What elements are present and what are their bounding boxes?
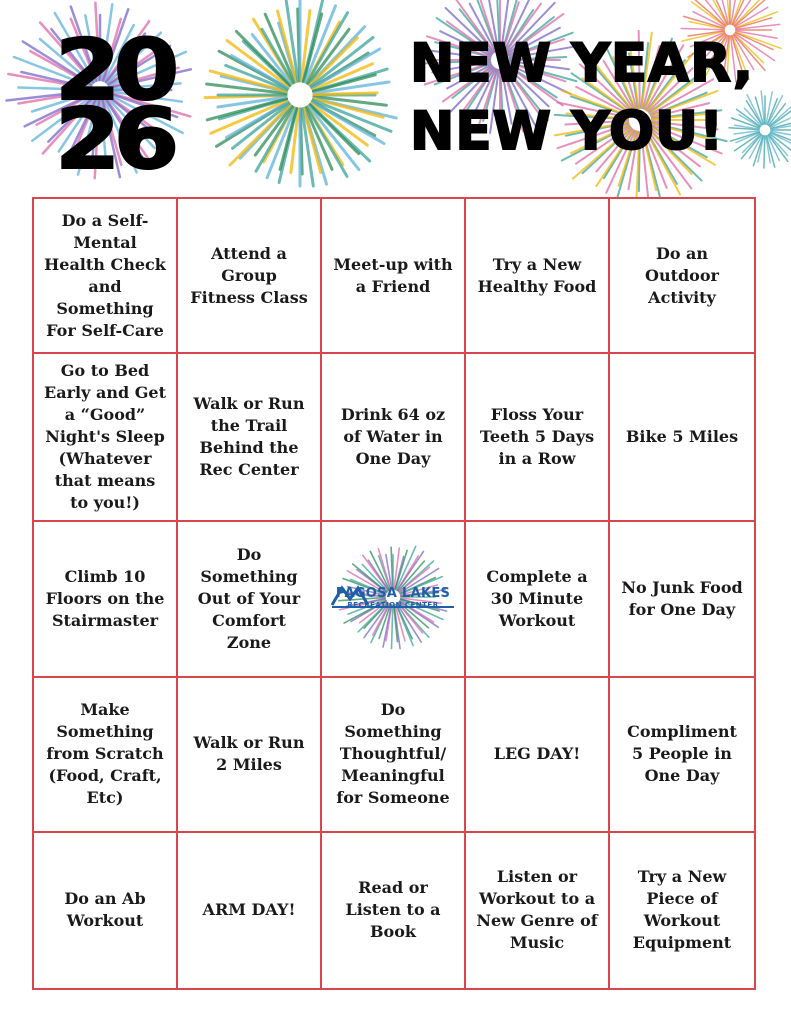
year-line-1: 20	[55, 21, 173, 119]
bingo-cell: ARM DAY!	[178, 833, 322, 988]
firework-ray	[764, 136, 765, 168]
headline-line-1: NEW YEAR,	[410, 33, 755, 94]
bingo-cell: Drink 64 oz of Water in One Day	[322, 354, 466, 522]
firework-burst	[205, 0, 396, 186]
firework-burst	[729, 91, 791, 168]
bingo-cell: Floss Your Teeth 5 Days in a Row	[466, 354, 610, 522]
logo-name: PAGOSA LAKES	[335, 585, 451, 601]
bingo-cell: Try a New Piece of Workout Equipment	[632, 867, 732, 953]
bingo-cell: LEG DAY!	[466, 678, 610, 833]
bingo-cell: Read or Listen to a Book	[322, 833, 466, 988]
bingo-cell: Complete a 30 Minute Workout	[466, 522, 610, 677]
headline-line-2: NEW YOU!	[410, 101, 725, 162]
year-line-2: 26	[55, 90, 173, 188]
bingo-cell: Attend a Group Fitness Class	[178, 199, 322, 354]
free-space-logo	[322, 522, 466, 677]
bingo-cell: Do Something Thoughtful/ Meaningful for Someone	[322, 678, 466, 833]
bingo-cell: Climb 10 Floors on the Stairmaster	[34, 522, 178, 677]
bingo-cell: Go to Bed Early and Get a “Good” Night's Sleep (Whatever that means to you!)	[34, 354, 178, 522]
bingo-cell: Try a New Healthy Food	[466, 199, 610, 354]
bingo-cell: Walk or Run the Trail Behind the Rec Center	[178, 354, 322, 522]
firework-ray	[681, 29, 724, 30]
bingo-cell: Walk or Run 2 Miles	[178, 678, 322, 833]
firework-ray	[314, 93, 377, 95]
logo-subtitle: RECREATION CENTER	[347, 600, 439, 609]
bingo-cell: Do an Ab Workout	[34, 833, 178, 988]
bingo-cell: Do an Outdoor Activity	[610, 199, 754, 354]
bingo-cell: Bike 5 Miles	[610, 354, 754, 522]
bingo-board	[32, 197, 756, 990]
bingo-cell: No Junk Food for One Day	[610, 522, 754, 677]
bingo-cell: Make Something from Scratch (Food, Craft, Etc)	[34, 678, 178, 833]
bingo-cell: Meet-up with a Friend	[322, 199, 466, 354]
bingo-cell: Listen or Workout to a New Genre of Music	[466, 833, 610, 988]
bingo-cell: Do Something Out of Your Comfort Zone	[178, 522, 322, 677]
bingo-cell: Compliment 5 People in One Day	[610, 678, 754, 833]
bingo-cell: Do a Self-Mental Health Check and Something For Self-Care	[34, 199, 178, 354]
